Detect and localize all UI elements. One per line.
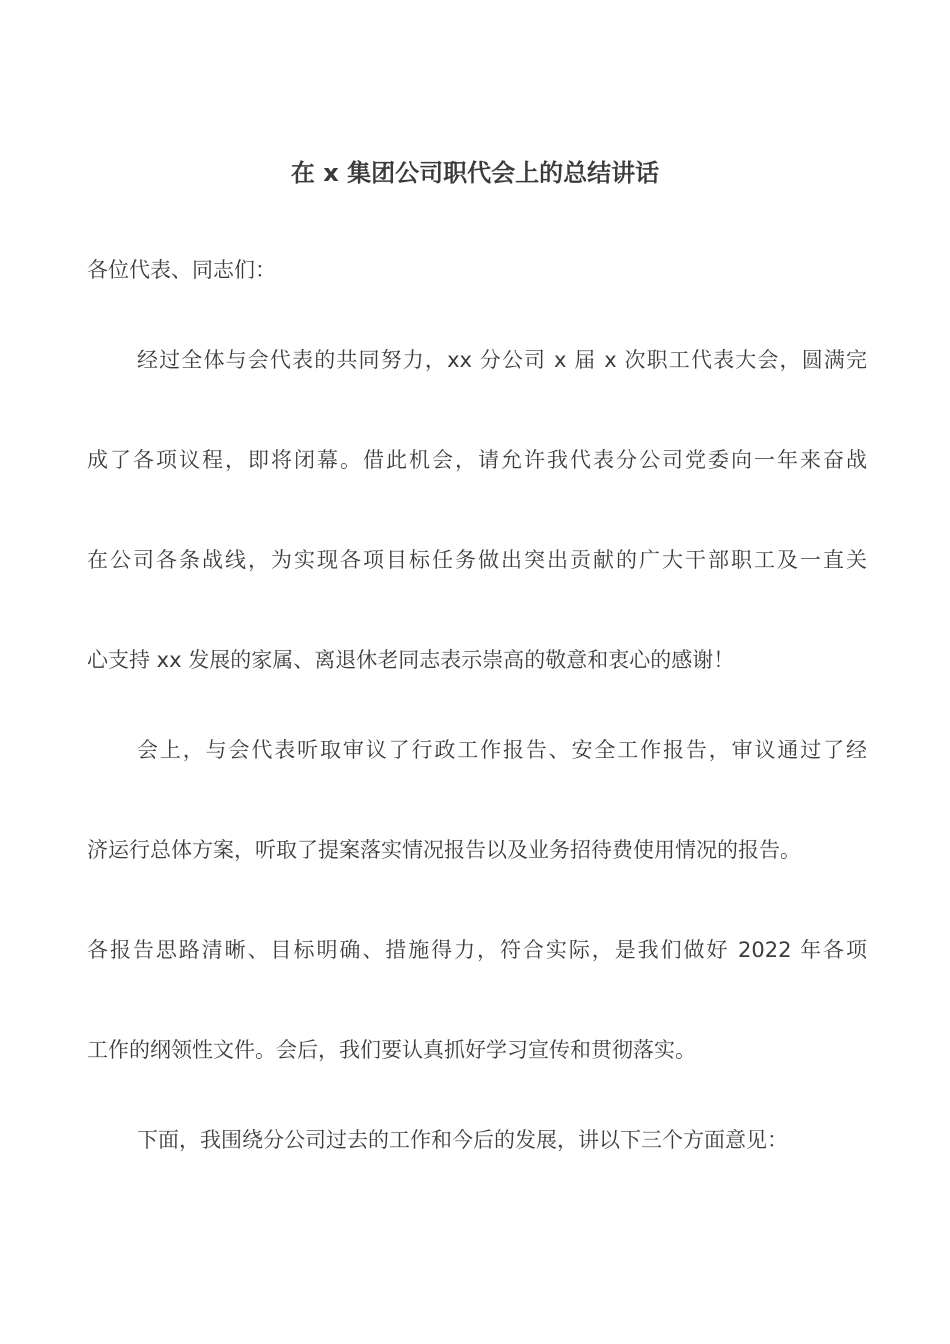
paragraph-2-line-3: 各报告思路清晰、目标明确、措施得力，符合实际，是我们做好 2022 年各项 bbox=[87, 938, 867, 962]
paragraph-2-line-2: 济运行总体方案，听取了提案落实情况报告以及业务招待费使用情况的报告。 bbox=[87, 838, 801, 862]
paragraph-3-line-1: 下面，我围绕分公司过去的工作和今后的发展，讲以下三个方面意见： bbox=[137, 1128, 788, 1152]
paragraph-1-line-1: 经过全体与会代表的共同努力，xx 分公司 x 届 x 次职工代表大会，圆满完 bbox=[137, 348, 867, 372]
paragraph-2-line-1: 会上，与会代表听取审议了行政工作报告、安全工作报告，审议通过了经 bbox=[137, 738, 867, 762]
document-title: 在 x 集团公司职代会上的总结讲话 bbox=[290, 159, 660, 187]
paragraph-1-line-4: 心支持 xx 发展的家属、离退休老同志表示崇高的敬意和衷心的感谢！ bbox=[87, 648, 735, 672]
paragraph-2-line-4: 工作的纲领性文件。会后，我们要认真抓好学习宣传和贯彻落实。 bbox=[87, 1038, 696, 1062]
paragraph-1-line-2: 成了各项议程，即将闭幕。借此机会，请允许我代表分公司党委向一年来奋战 bbox=[87, 448, 867, 472]
salutation: 各位代表、同志们： bbox=[87, 258, 276, 282]
paragraph-1-line-3: 在公司各条战线，为实现各项目标任务做出突出贡献的广大干部职工及一直关 bbox=[87, 548, 867, 572]
